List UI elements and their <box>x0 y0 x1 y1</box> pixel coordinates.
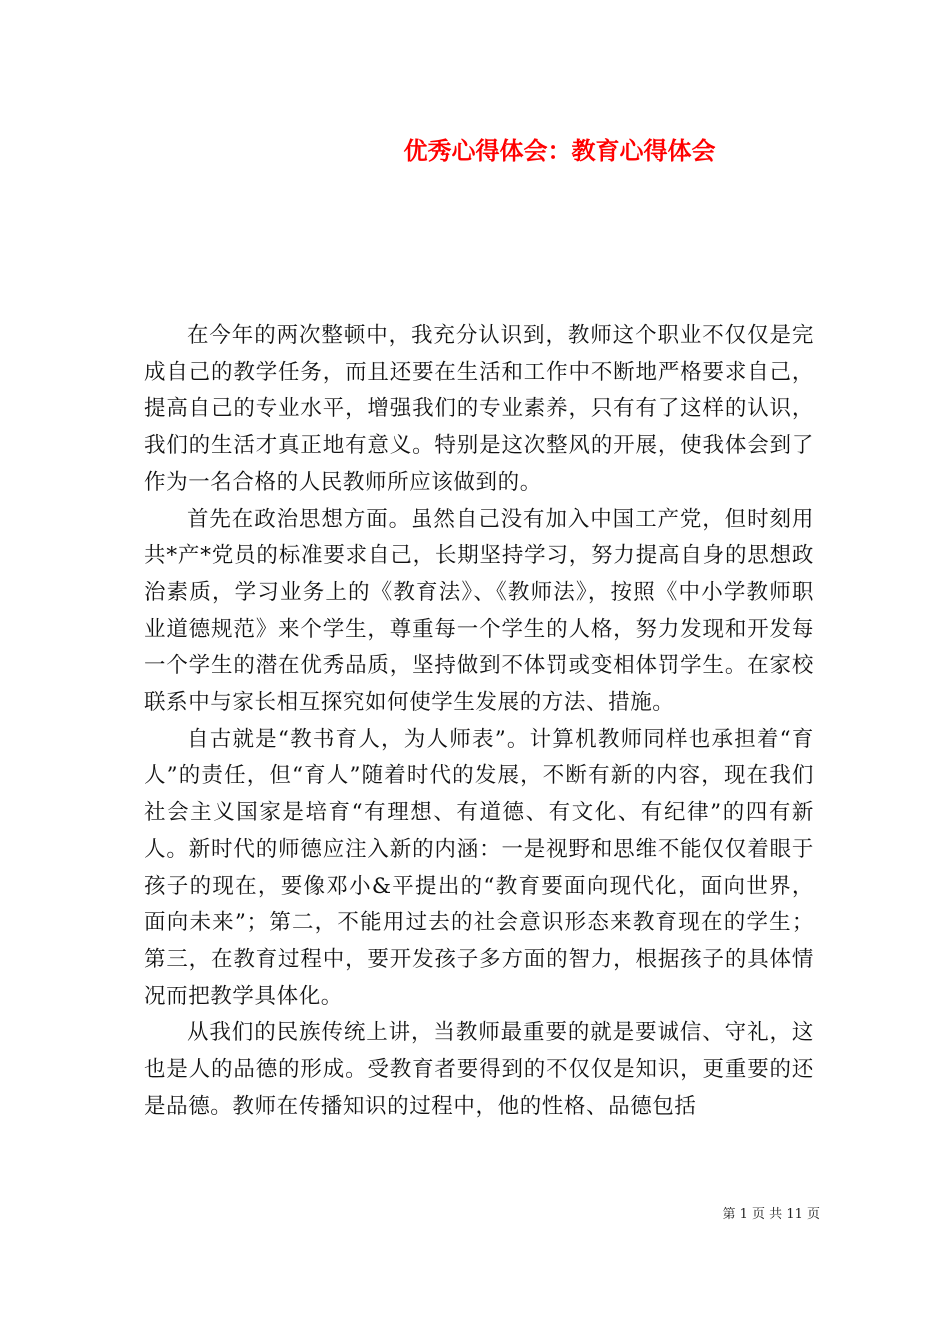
paragraph-1: 在今年的两次整顿中，我充分认识到，教师这个职业不仅仅是完成自己的教学任务，而且还要在生活和工作中不断地严格要求自己，提高自己的专业水平，增强我们的专业素养，只有有了这样的认识，我们的生活才真正地有意义。特别是这次整风的开展，使我体会到了作为一名合格的人民教师所应该做到的。 <box>144 323 814 495</box>
page-number-footer: 第 1 页 共 11 页 <box>722 1207 820 1222</box>
paragraph-2: 首先在政治思想方面。虽然自己没有加入中国工产党，但时刻用共*产*党员的标准要求自己，长期坚持学习，努力提高自身的思想政治素质，学习业务上的《教育法》、《教师法》，按照《中小学教师职业道德规范》来个学生，尊重每一个学生的人格，努力发现和开发每一个学生的潜在优秀品质，坚持做到不体罚或变相体罚学生。在家校联系中与家长相互探究如何使学生发展的方法、措施。 <box>144 506 814 716</box>
document-body <box>144 318 814 1125</box>
paragraph-3: 自古就是“教书育人，为人师表”。计算机教师同样也承担着“育人”的责任，但“育人”随着时代的发展，不断有新的内容，现在我们社会主义国家是培育“有理想、有道德、有文化、有纪律”的四有新人。新时代的师德应注入新的内涵：一是视野和思维不能仅仅着眼于孩子的现在，要像邓小&平提出的“教育要面向现代化，面向世界，面向未来”；第二，不能用过去的社会意识形态来教育现在的学生；第三，在教育过程中，要开发孩子多方面的智力，根据孩子的具体情况而把教学具体化。 <box>144 726 814 1009</box>
page-title: 优秀心得体会：教育心得体会 <box>403 136 716 165</box>
paragraph-4: 从我们的民族传统上讲，当教师最重要的就是要诚信、守礼，这也是人的品德的形成。受教育者要得到的不仅仅是知识，更重要的还是品德。教师在传播知识的过程中，他的性格、品德包括 <box>144 1020 814 1119</box>
